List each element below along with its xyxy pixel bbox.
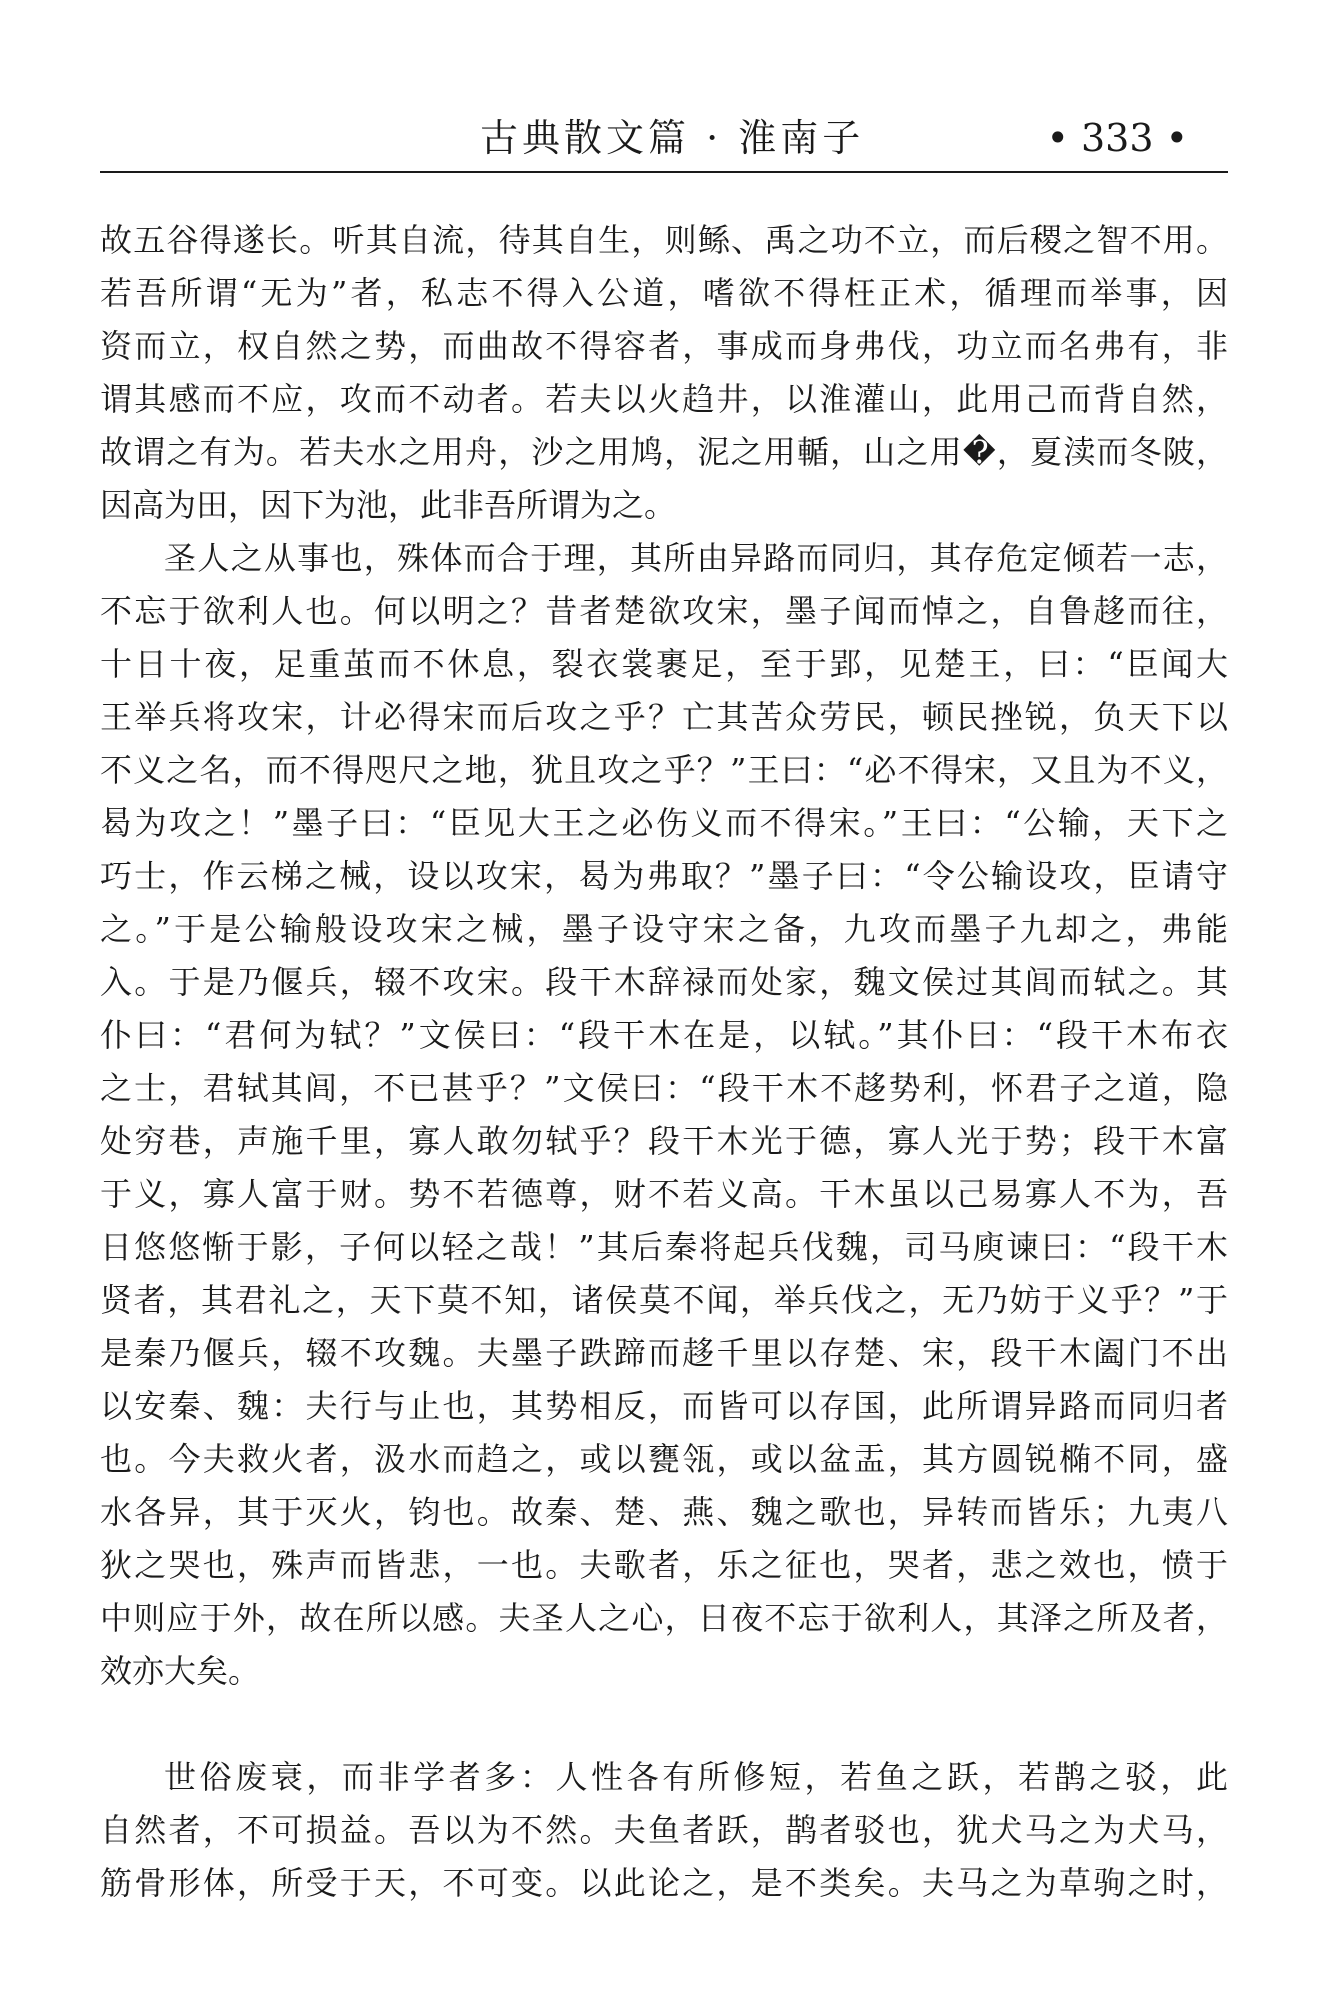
- text-line: 日悠悠惭于影，子何以轻之哉！”其后秦将起兵伐魏，司马庾谏曰：“段干木: [100, 1228, 1228, 1266]
- running-title: 古典散文篇 · 淮南子: [480, 116, 865, 160]
- header-rule: [100, 171, 1228, 173]
- text-line: 于义，寡人富于财。势不若德尊，财不若义高。干木虽以己易寡人不为，吾: [100, 1175, 1228, 1213]
- text-line: 贤者，其君礼之，天下莫不知，诸侯莫不闻，举兵伐之，无乃妨于义乎？”于: [100, 1281, 1228, 1319]
- page-number: • 333 •: [1046, 116, 1188, 160]
- text-line: 故谓之有为。若夫水之用舟，沙之用鸠，泥之用輴，山之用�，夏渎而冬陂，: [100, 433, 1228, 471]
- text-line: 不忘于欲利人也。何以明之？昔者楚欲攻宋，墨子闻而悼之，自鲁趍而往，: [100, 592, 1228, 630]
- text-line: 若吾所谓“无为”者，私志不得入公道，嗜欲不得枉正术，循理而举事，因: [100, 274, 1228, 312]
- text-line: 十日十夜，足重茧而不休息，裂衣裳裹足，至于郢，见楚王，曰：“臣闻大: [100, 645, 1228, 683]
- text-line: 自然者，不可损益。吾以为不然。夫鱼者跃，鹊者驳也，犹犬马之为犬马，: [100, 1811, 1228, 1849]
- text-line: 世俗废衰，而非学者多：人性各有所修短，若鱼之跃，若鹊之驳，此: [164, 1758, 1228, 1796]
- text-line: 资而立，权自然之势，而曲故不得容者，事成而身弗伐，功立而名弗有，非: [100, 327, 1228, 365]
- text-line: 圣人之从事也，殊体而合于理，其所由异路而同归，其存危定倾若一志，: [164, 539, 1228, 577]
- text-line: 处穷巷，声施千里，寡人敢勿轼乎？段干木光于德，寡人光于势；段干木富: [100, 1122, 1228, 1160]
- text-line: 曷为攻之！”墨子曰：“臣见大王之必伤义而不得宋。”王曰：“公输，天下之: [100, 804, 1228, 842]
- text-line: 狄之哭也，殊声而皆悲，一也。夫歌者，乐之征也，哭者，悲之效也，愤于: [100, 1546, 1228, 1584]
- text-line: 效亦大矣。: [100, 1652, 261, 1690]
- text-line: 巧士，作云梯之械，设以攻宋，曷为弗取？”墨子曰：“令公输设攻，臣请守: [100, 857, 1228, 895]
- text-line: 之。”于是公输般设攻宋之械，墨子设守宋之备，九攻而墨子九却之，弗能: [100, 910, 1228, 948]
- text-line: 仆曰：“君何为轼？”文侯曰：“段干木在是，以轼。”其仆曰：“段干木布衣: [100, 1016, 1228, 1054]
- text-body: [100, 214, 1228, 1910]
- text-line: 谓其感而不应，攻而不动者。若夫以火趋井，以淮灌山，此用己而背自然，: [100, 380, 1228, 418]
- page-header: [100, 108, 1228, 168]
- text-line: 之士，君轼其闾，不已甚乎？”文侯曰：“段干木不趍势利，怀君子之道，隐: [100, 1069, 1228, 1107]
- text-line: 因高为田，因下为池，此非吾所谓为之。: [100, 486, 677, 524]
- text-line: 不义之名，而不得咫尺之地，犹且攻之乎？”王曰：“必不得宋，又且为不义，: [100, 751, 1228, 789]
- text-line: 王举兵将攻宋，计必得宋而后攻之乎？亡其苦众劳民，顿民挫锐，负天下以: [100, 698, 1228, 736]
- text-line: 故五谷得遂长。听其自流，待其自生，则鲧、禹之功不立，而后稷之智不用。: [100, 221, 1228, 259]
- text-line: 筋骨形体，所受于天，不可变。以此论之，是不类矣。夫马之为草驹之时，: [100, 1864, 1228, 1902]
- text-line: 中则应于外，故在所以感。夫圣人之心，日夜不忘于欲利人，其泽之所及者，: [100, 1599, 1228, 1637]
- text-line: 是秦乃偃兵，辍不攻魏。夫墨子跌蹄而趍千里以存楚、宋，段干木阖门不出: [100, 1334, 1228, 1372]
- text-line: 也。今夫救火者，汲水而趋之，或以甕瓴，或以盆盂，其方圆锐椭不同，盛: [100, 1440, 1228, 1478]
- text-line: 水各异，其于灭火，钧也。故秦、楚、燕、魏之歌也，异转而皆乐；九夷八: [100, 1493, 1228, 1531]
- text-line: 入。于是乃偃兵，辍不攻宋。段干木辞禄而处家，魏文侯过其闾而轼之。其: [100, 963, 1228, 1001]
- text-line: 以安秦、魏：夫行与止也，其势相反，而皆可以存国，此所谓异路而同归者: [100, 1387, 1228, 1425]
- paragraph-gap: [100, 1698, 1228, 1751]
